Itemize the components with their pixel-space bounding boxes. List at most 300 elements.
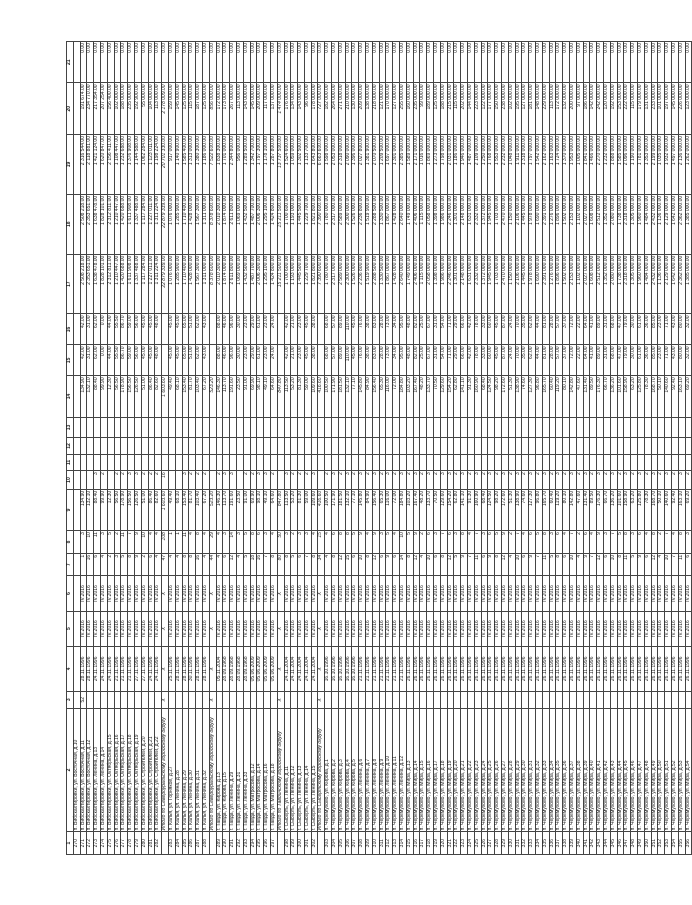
table-cell: 1 305 000.00 bbox=[631, 254, 638, 314]
table-cell: IV.2016 bbox=[202, 576, 209, 611]
table-cell: 1 611 908.00 bbox=[128, 194, 135, 254]
table-cell: 109.60 bbox=[311, 376, 318, 417]
table-cell: 45.00 bbox=[495, 345, 502, 376]
table-cell bbox=[597, 438, 604, 455]
table-cell: 1 642 000.00 bbox=[671, 254, 678, 314]
table-cell: 7 bbox=[264, 553, 271, 576]
table-cell: 3 bbox=[400, 471, 407, 490]
table-cell: 134.90 bbox=[80, 489, 87, 530]
table-cell: 26.11.1996 bbox=[549, 646, 556, 691]
table-cell: 1 305 000.00 bbox=[631, 194, 638, 254]
table-cell bbox=[624, 454, 631, 471]
table-cell: 0.00 bbox=[264, 42, 271, 83]
table-cell: 2 171 000.00 bbox=[413, 135, 420, 195]
table-cell: IV.2016 bbox=[325, 611, 332, 646]
table-cell: 4 bbox=[148, 531, 155, 554]
table-cell: IV.2016 bbox=[644, 576, 651, 611]
table-cell: 1 209 500.00 bbox=[379, 135, 386, 195]
table-cell bbox=[196, 454, 203, 471]
table-cell: 6 bbox=[685, 553, 692, 576]
table-cell: 2 bbox=[658, 471, 665, 490]
table-cell: 51.00 bbox=[141, 376, 148, 417]
table-cell: 4 bbox=[270, 531, 277, 554]
table-cell: 50.10 bbox=[658, 376, 665, 417]
table-cell: 1 398 000.00 bbox=[434, 194, 441, 254]
table-cell: 80.00 bbox=[678, 314, 685, 345]
table-cell bbox=[678, 417, 685, 438]
table-cell: 26.11.1996 bbox=[481, 646, 488, 691]
table-cell: 7 bbox=[440, 531, 447, 554]
table-cell: 129.60 bbox=[440, 376, 447, 417]
table-cell: 66.70 bbox=[603, 376, 610, 417]
table-cell: 6 bbox=[644, 553, 651, 576]
table-cell bbox=[610, 417, 617, 438]
table-cell: 2 006 300.00 bbox=[257, 194, 264, 254]
table-cell bbox=[277, 314, 284, 345]
table-cell bbox=[454, 692, 461, 709]
table-cell: IV.2016 bbox=[569, 576, 576, 611]
table-cell: 3 bbox=[413, 471, 420, 490]
table-cell: 45.00 bbox=[141, 314, 148, 345]
table-cell: 2 432 000.00 bbox=[651, 194, 658, 254]
table-cell: 1 115 000.00 bbox=[420, 254, 427, 314]
table-cell bbox=[114, 417, 121, 438]
table-cell bbox=[413, 454, 420, 471]
table-cell bbox=[372, 454, 379, 471]
table-cell: 0.00 bbox=[304, 42, 311, 83]
table-cell: 47.00 bbox=[617, 314, 624, 345]
table-cell: IV.2016 bbox=[243, 611, 250, 646]
table-cell: 2 bbox=[250, 471, 257, 490]
table-cell: 2 bbox=[338, 471, 345, 490]
table-cell: IV.2016 bbox=[590, 576, 597, 611]
table-cell: 209 000.00 bbox=[359, 83, 366, 135]
table-cell: 9 bbox=[583, 553, 590, 576]
table-cell bbox=[569, 454, 576, 471]
table-cell: IV.2016 bbox=[121, 611, 128, 646]
table-cell: 1 150 000.00 bbox=[508, 194, 515, 254]
table-cell: 4 bbox=[576, 553, 583, 576]
table-cell: п. Черемухово, ул. Мира, д.40 bbox=[590, 708, 597, 832]
table-cell: IV.2016 bbox=[468, 611, 475, 646]
table-cell bbox=[420, 438, 427, 455]
table-cell: IV.2016 bbox=[556, 611, 563, 646]
table-cell bbox=[155, 438, 162, 455]
table-cell bbox=[182, 417, 189, 438]
table-cell: IV.2016 bbox=[196, 576, 203, 611]
table-cell: п. Черемухово, ул. Мира, д.54 bbox=[685, 708, 692, 832]
table-cell: 113 000.00 bbox=[155, 83, 162, 135]
table-cell bbox=[474, 417, 481, 438]
table-cell: 29.00 bbox=[250, 345, 257, 376]
table-cell: 2 332 000.00 bbox=[474, 194, 481, 254]
table-cell: 26.11.1996 bbox=[440, 646, 447, 691]
table-cell bbox=[678, 454, 685, 471]
table-cell: 1 911 000.00 bbox=[515, 135, 522, 195]
table-cell: 28.11.1996 bbox=[202, 646, 209, 691]
table-cell bbox=[379, 438, 386, 455]
table-cell: 353 bbox=[665, 832, 672, 855]
table-cell: IV.2016 bbox=[80, 611, 87, 646]
table-cell: 8 bbox=[366, 553, 373, 576]
table-cell: 347 bbox=[624, 832, 631, 855]
table-cell: 3 bbox=[549, 531, 556, 554]
table-cell: 0.00 bbox=[434, 42, 441, 83]
table-cell: 57.00 bbox=[332, 345, 339, 376]
table-cell: 192 000.00 bbox=[610, 83, 617, 135]
table-cell: п. Вибскахтировки, ул. Восточная, д.11 bbox=[80, 708, 87, 832]
table-cell: 1 797 000.00 bbox=[529, 135, 536, 195]
table-cell: 2 080 000.00 bbox=[610, 254, 617, 314]
table-cell: IV.2016 bbox=[454, 576, 461, 611]
table-cell: X bbox=[209, 576, 216, 611]
table-cell bbox=[230, 692, 237, 709]
table-cell: п. Черемухово, ул. Мира, д.42 bbox=[603, 708, 610, 832]
table-cell: 1 193 000.00 bbox=[291, 194, 298, 254]
table-cell bbox=[461, 438, 468, 455]
table-cell: 2 432 000.00 bbox=[651, 254, 658, 314]
table-cell: 130 000.00 bbox=[352, 83, 359, 135]
table-cell: 1 738 000.00 bbox=[617, 194, 624, 254]
table-cell: 24.11.1996 bbox=[100, 646, 107, 691]
table-cell bbox=[665, 438, 672, 455]
table-cell: 2 053 000.00 bbox=[332, 135, 339, 195]
table-cell bbox=[94, 438, 101, 455]
table-cell: 81.00 bbox=[542, 345, 549, 376]
table-cell: 218 000.00 bbox=[372, 83, 379, 135]
table-cell: 66.00 bbox=[461, 314, 468, 345]
table-cell: 0.00 bbox=[495, 42, 502, 83]
table-cell: 1 311 224.00 bbox=[155, 254, 162, 314]
table-cell bbox=[216, 438, 223, 455]
table-cell: 1 076 000.00 bbox=[168, 254, 175, 314]
table-cell bbox=[311, 417, 318, 438]
table-cell: 270 bbox=[73, 832, 80, 855]
table-cell: 156.50 bbox=[128, 376, 135, 417]
table-cell: 42.00 bbox=[80, 345, 87, 376]
table-cell: 165.70 bbox=[542, 376, 549, 417]
table-cell: 275 bbox=[107, 832, 114, 855]
table-cell: 7 390 600.00 bbox=[318, 254, 325, 314]
table-cell: IV.2016 bbox=[372, 576, 379, 611]
table-cell: 3 bbox=[284, 531, 291, 554]
table-cell: 6 bbox=[257, 531, 264, 554]
table-cell: IV.2016 bbox=[270, 611, 277, 646]
table-cell: X bbox=[209, 611, 216, 646]
table-cell: 1 108 447.00 bbox=[114, 135, 121, 195]
table-cell bbox=[671, 692, 678, 709]
table-cell: п. Черемухово, ул. Мира, д.18 bbox=[440, 708, 447, 832]
table-cell: 1 380 300.00 bbox=[196, 135, 203, 195]
table-cell: 255 000.00 bbox=[400, 83, 407, 135]
table-cell: 2 508 218.00 bbox=[80, 254, 87, 314]
table-cell: 172 000.00 bbox=[556, 83, 563, 135]
table-cell: 0.00 bbox=[352, 42, 359, 83]
table-cell bbox=[590, 692, 597, 709]
table-cell: 2 362 000.00 bbox=[678, 194, 685, 254]
table-cell: 80.00 bbox=[678, 345, 685, 376]
table-cell bbox=[474, 454, 481, 471]
table-cell bbox=[128, 417, 135, 438]
table-row bbox=[678, 42, 685, 855]
table-cell: IV.2016 bbox=[332, 611, 339, 646]
table-cell: п. Черемухово, ул. Мира, д.31 bbox=[529, 708, 536, 832]
table-cell: 30.11.1996 bbox=[189, 646, 196, 691]
table-cell: IV.2016 bbox=[434, 576, 441, 611]
table-cell: IV.2016 bbox=[563, 611, 570, 646]
table-cell: 4 bbox=[189, 531, 196, 554]
table-cell: IV.2016 bbox=[94, 576, 101, 611]
table-cell: 05.06.2009 bbox=[264, 646, 271, 691]
table-cell: 188 000.00 bbox=[440, 83, 447, 135]
table-cell: 2 246 000.00 bbox=[447, 194, 454, 254]
table-cell: 229 000.00 bbox=[542, 83, 549, 135]
table-cell: 82.60 bbox=[155, 376, 162, 417]
table-cell: IV.2016 bbox=[529, 576, 536, 611]
table-cell: 0.00 bbox=[644, 42, 651, 83]
table-cell: 16.10.1996 bbox=[338, 646, 345, 691]
table-cell: 26.11.1996 bbox=[637, 646, 644, 691]
table-cell: IV.2016 bbox=[603, 576, 610, 611]
table-cell bbox=[556, 692, 563, 709]
table-cell bbox=[461, 417, 468, 438]
table-cell: г. Тавда, ул. Матросова, д.12 bbox=[250, 708, 257, 832]
table-cell: 97 000.00 bbox=[576, 83, 583, 135]
table-cell: IV.2016 bbox=[175, 611, 182, 646]
table-cell: 1 526 000.00 bbox=[352, 254, 359, 314]
table-cell: 0.00 bbox=[284, 42, 291, 83]
table-cell: 101.60 bbox=[617, 489, 624, 530]
table-cell: 290 bbox=[223, 832, 230, 855]
table-cell: 28.11.1996 bbox=[196, 646, 203, 691]
table-cell: 2 391 000.00 bbox=[542, 194, 549, 254]
table-cell: IV.2016 bbox=[542, 576, 549, 611]
column-number-cell: 7 bbox=[67, 553, 74, 576]
table-cell: 344 bbox=[603, 832, 610, 855]
table-cell: 71.00 bbox=[447, 314, 454, 345]
table-cell bbox=[162, 438, 169, 455]
table-cell: 1 385 000.00 bbox=[685, 194, 692, 254]
table-cell: 313 bbox=[393, 832, 400, 855]
table-cell bbox=[386, 438, 393, 455]
table-cell: 3 bbox=[685, 531, 692, 554]
table-cell bbox=[332, 454, 339, 471]
table-cell: 0.00 bbox=[447, 42, 454, 83]
column-number-cell: 11 bbox=[67, 454, 74, 471]
table-cell: 1 841 000.00 bbox=[583, 135, 590, 195]
table-cell: 305 bbox=[338, 832, 345, 855]
table-cell: 3 bbox=[257, 471, 264, 490]
table-cell: 159 000.00 bbox=[168, 83, 175, 135]
table-cell: п. Черемухово, ул. Мира, д.15 bbox=[420, 708, 427, 832]
table-cell: 1 519 900.00 bbox=[366, 194, 373, 254]
table-cell: 5 bbox=[107, 531, 114, 554]
table-cell: Итого по Североуральскому городскому округу bbox=[209, 708, 216, 832]
table-cell: п. Черемухово, ул. Мира, д.22 bbox=[468, 708, 475, 832]
table-cell: 10 bbox=[400, 531, 407, 554]
table-cell: 21.11.1996 bbox=[379, 646, 386, 691]
table-cell: 3 bbox=[651, 471, 658, 490]
table-cell: 4 bbox=[420, 553, 427, 576]
table-cell: 48.20 bbox=[420, 376, 427, 417]
table-cell: 30.00 bbox=[631, 345, 638, 376]
table-cell: 148 000.00 bbox=[535, 83, 542, 135]
table-cell bbox=[508, 692, 515, 709]
table-cell bbox=[461, 454, 468, 471]
table-cell bbox=[678, 438, 685, 455]
table-cell bbox=[107, 454, 114, 471]
table-cell: 21.11.1996 bbox=[359, 646, 366, 691]
table-cell: IV.2016 bbox=[359, 576, 366, 611]
table-cell: 1 342 700.00 bbox=[250, 135, 257, 195]
table-cell: 9 bbox=[597, 531, 604, 554]
table-cell: IV.2016 bbox=[542, 611, 549, 646]
table-cell: 83.00 bbox=[372, 314, 379, 345]
table-cell: 2 bbox=[535, 471, 542, 490]
table-cell: 191.60 bbox=[230, 489, 237, 530]
table-cell: IV.2016 bbox=[420, 576, 427, 611]
table-cell: 292 bbox=[236, 832, 243, 855]
table-cell: 210 000.00 bbox=[345, 83, 352, 135]
table-cell: 5 bbox=[291, 553, 298, 576]
table-cell: 73.00 bbox=[386, 345, 393, 376]
table-cell: п. Черемухово, ул. Мира, д.16 bbox=[427, 708, 434, 832]
table-cell: 6 bbox=[556, 531, 563, 554]
table-cell: 1 229 700.00 bbox=[304, 254, 311, 314]
table-cell: 2 010 300.00 bbox=[216, 254, 223, 314]
table-cell: IV.2016 bbox=[678, 611, 685, 646]
table-cell: 416.60 bbox=[318, 489, 325, 530]
table-cell: 32.00 bbox=[685, 345, 692, 376]
table-cell: 65.00 bbox=[182, 314, 189, 345]
table-cell: г. Тавда, ул. Матросова, д.18 bbox=[270, 708, 277, 832]
table-cell: п. Черемухово, ул. Мира, д.51 bbox=[665, 708, 672, 832]
table-cell: 328 bbox=[495, 832, 502, 855]
table-cell: 6 663 600.00 bbox=[318, 135, 325, 195]
table-cell: 3 bbox=[182, 471, 189, 490]
table-cell: 56.00 bbox=[134, 314, 141, 345]
table-cell: 2 153 000.00 bbox=[569, 194, 576, 254]
table-cell: 24.11.1996 bbox=[107, 646, 114, 691]
table-cell bbox=[400, 417, 407, 438]
table-cell: 303 bbox=[325, 832, 332, 855]
table-cell: 1 978 000.00 bbox=[529, 254, 536, 314]
table-cell: 177 000.00 bbox=[488, 83, 495, 135]
table-cell: 242 000.00 bbox=[597, 83, 604, 135]
table-cell: IV.2016 bbox=[434, 611, 441, 646]
table-cell: 1 318 000.00 bbox=[522, 135, 529, 195]
table-cell: 340 bbox=[576, 832, 583, 855]
table-cell: 2 353 651.00 bbox=[87, 254, 94, 314]
table-cell: 34.00 bbox=[393, 314, 400, 345]
table-cell: 4 bbox=[508, 553, 515, 576]
table-cell: 1 700 600.00 bbox=[284, 254, 291, 314]
table-cell: 304 bbox=[332, 832, 339, 855]
table-cell: 1 210 447.00 bbox=[114, 194, 121, 254]
table-cell: п. Черемухово, ул. Мира, д.28 bbox=[508, 708, 515, 832]
table-cell: 0.00 bbox=[658, 42, 665, 83]
table-cell: 7 bbox=[671, 553, 678, 576]
table-cell: п. Черемухово, ул. Ленина, д.7 bbox=[366, 708, 373, 832]
table-cell: 44 bbox=[209, 553, 216, 576]
table-cell: 96.80 bbox=[535, 489, 542, 530]
table-row bbox=[644, 42, 651, 855]
table-cell: 26.11.1996 bbox=[651, 646, 658, 691]
table-cell: 141.10 bbox=[461, 489, 468, 530]
table-cell: 2 bbox=[298, 471, 305, 490]
table-cell bbox=[651, 438, 658, 455]
table-cell: 127.30 bbox=[529, 376, 536, 417]
table-cell: 222 000.00 bbox=[624, 83, 631, 135]
table-cell: 91.30 bbox=[468, 376, 475, 417]
table-cell bbox=[610, 438, 617, 455]
table-cell: 178.90 bbox=[121, 376, 128, 417]
table-cell bbox=[270, 417, 277, 438]
table-cell: IV.2016 bbox=[637, 576, 644, 611]
table-cell: 1 567 300.00 bbox=[196, 254, 203, 314]
table-cell: 54.00 bbox=[440, 314, 447, 345]
table-cell: 2 bbox=[141, 553, 148, 576]
table-cell bbox=[243, 438, 250, 455]
table-cell: 0.00 bbox=[291, 42, 298, 83]
table-cell: 83.00 bbox=[372, 345, 379, 376]
table-cell: 348 bbox=[631, 832, 638, 855]
table-cell bbox=[651, 692, 658, 709]
table-cell: 8 bbox=[542, 531, 549, 554]
table-cell: 4 bbox=[644, 531, 651, 554]
table-cell: IV.2016 bbox=[87, 611, 94, 646]
table-cell: 283 bbox=[168, 832, 175, 855]
table-cell: г. Сысерть, ул. Ленина, д.11 bbox=[284, 708, 291, 832]
table-cell: 138.90 bbox=[515, 376, 522, 417]
table-cell: 297 bbox=[270, 832, 277, 855]
table-cell: 42.00 bbox=[80, 314, 87, 345]
table-cell: 62.00 bbox=[529, 314, 536, 345]
table-cell: п. Черемухово, ул. Мира, д.29 bbox=[515, 708, 522, 832]
table-cell: 281 bbox=[148, 832, 155, 855]
table-cell: 1 869 000.00 bbox=[427, 135, 434, 195]
table-cell: 36.00 bbox=[644, 345, 651, 376]
table-cell: п. Черемухово, ул. Ленина, д.6 bbox=[359, 708, 366, 832]
table-cell: 10 bbox=[610, 553, 617, 576]
table-cell bbox=[202, 417, 209, 438]
table-cell: IV.2016 bbox=[400, 611, 407, 646]
table-cell bbox=[332, 692, 339, 709]
table-cell: 16.10.1996 bbox=[345, 646, 352, 691]
table-cell: 2 300 000.00 bbox=[345, 194, 352, 254]
table-cell bbox=[80, 454, 87, 471]
table-cell: 153.40 bbox=[182, 376, 189, 417]
table-cell: 30.00 bbox=[236, 345, 243, 376]
table-cell: 3 bbox=[665, 471, 672, 490]
table-cell: 11 bbox=[678, 553, 685, 576]
table-cell: 1 136 000.00 bbox=[658, 254, 665, 314]
table-cell bbox=[73, 471, 80, 490]
table-cell: 1 076 000.00 bbox=[168, 194, 175, 254]
table-cell bbox=[617, 454, 624, 471]
table-cell: 310 bbox=[372, 832, 379, 855]
table-cell: 76.00 bbox=[359, 314, 366, 345]
table-cell: 335 bbox=[542, 832, 549, 855]
table-cell: 1 276 000.00 bbox=[549, 254, 556, 314]
table-cell bbox=[597, 454, 604, 471]
table-cell bbox=[406, 454, 413, 471]
table-cell bbox=[277, 471, 284, 490]
table-cell: 30.00 bbox=[631, 314, 638, 345]
table-cell: 60.40 bbox=[549, 376, 556, 417]
table-cell: 26.11.1996 bbox=[569, 646, 576, 691]
table-cell: 7 390 600.00 bbox=[318, 194, 325, 254]
